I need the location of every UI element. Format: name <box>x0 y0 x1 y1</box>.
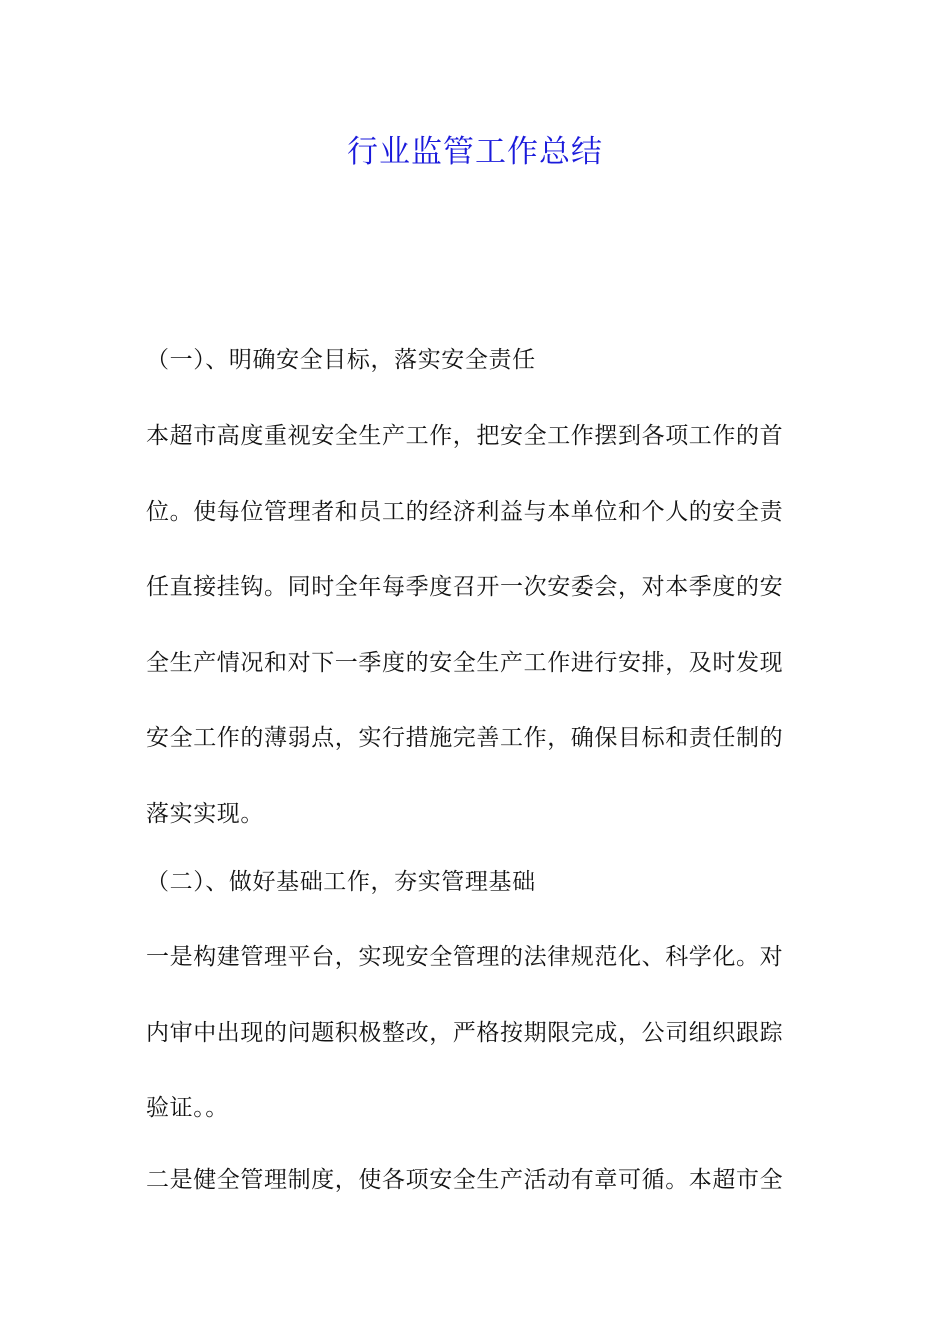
paragraph-line: 本超市高度重视安全生产工作，把安全工作摆到各项工作的首 <box>146 423 784 449</box>
paragraph-line: 内审中出现的问题积极整改，严格按期限完成，公司组织跟踪 <box>146 1019 784 1046</box>
paragraph-line: 任直接挂钩。同时全年每季度召开一次安委会，对本季度的安 <box>146 574 784 600</box>
paragraph-line: 一是构建管理平台，实现安全管理的法律规范化、科学化。对 <box>146 944 784 970</box>
section-2-paragraph-1 <box>146 920 808 1147</box>
section-2-paragraph-2 <box>146 1143 808 1219</box>
paragraph-line: 全生产情况和对下一季度的安全生产工作进行安排，及时发现 <box>146 649 784 676</box>
paragraph-line: 落实实现。 <box>146 800 264 827</box>
paragraph-line: 位。使每位管理者和员工的经济利益与本单位和个人的安全责 <box>146 498 784 525</box>
document-title: 行业监管工作总结 <box>347 134 603 170</box>
paragraph-line: 二是健全管理制度，使各项安全生产活动有章可循。本超市全 <box>146 1167 784 1193</box>
section-1-paragraph <box>146 399 808 852</box>
section-heading-2: （二）、做好基础工作，夯实管理基础 <box>146 869 536 895</box>
paragraph-line: 安全工作的薄弱点，实行措施完善工作，确保目标和责任制的 <box>146 725 784 751</box>
paragraph-line: 验证。。 <box>146 1095 229 1121</box>
section-heading-1: （一）、明确安全目标，落实安全责任 <box>146 347 536 373</box>
